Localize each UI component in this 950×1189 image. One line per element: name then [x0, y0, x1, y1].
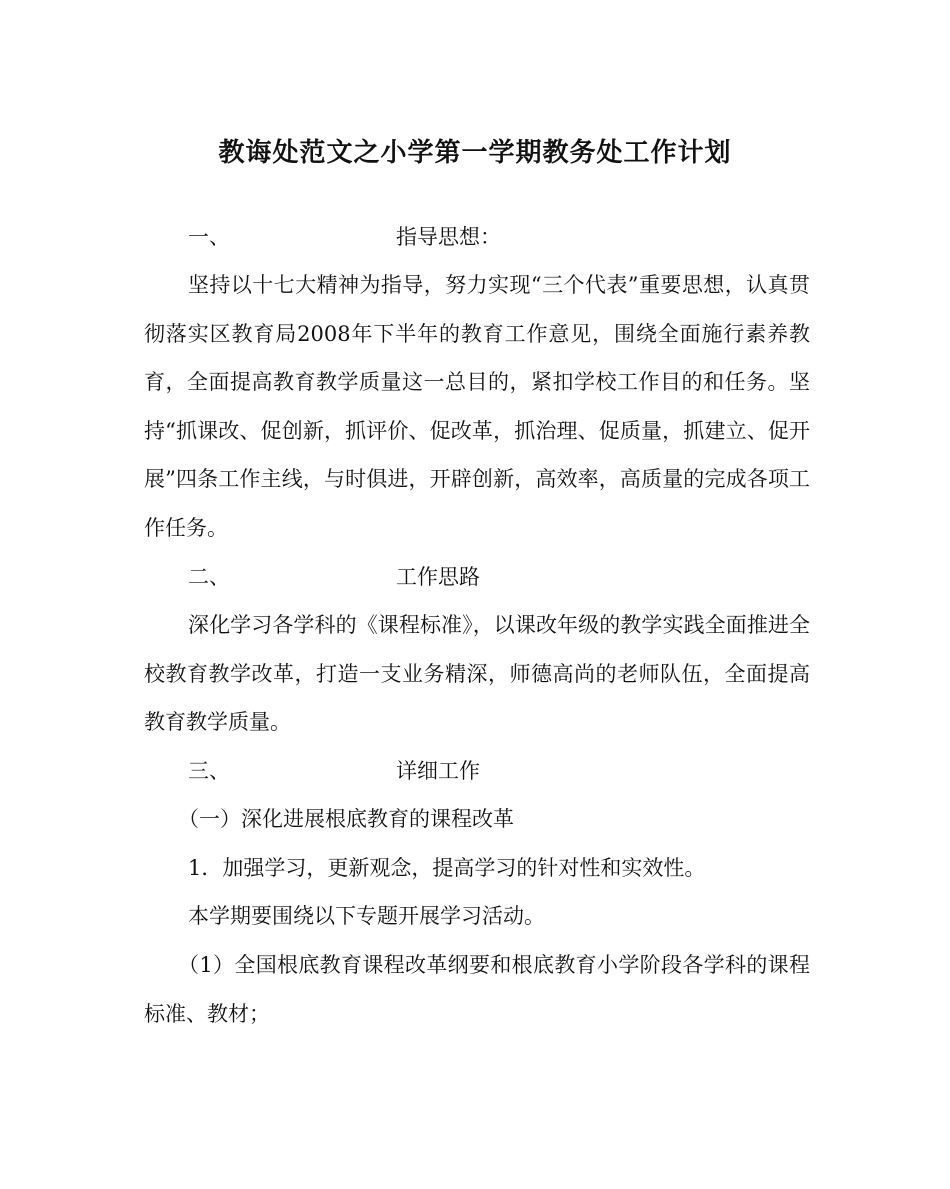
item-strengthen-learning [144, 844, 810, 893]
section-number: 三、 [188, 759, 230, 783]
paragraph-guiding-thought [144, 261, 810, 553]
paragraph-text: 本学期要围绕以下专题开展学习活动。 [188, 904, 545, 928]
section-number: 一、 [188, 225, 230, 249]
section-number: 二、 [188, 565, 230, 589]
section-title: 指导思想： [396, 225, 501, 249]
item-national-outline [144, 941, 810, 1038]
section-heading-1 [188, 213, 501, 262]
paragraph-work-approach [144, 601, 810, 747]
section-title: 工作思路 [396, 565, 480, 589]
item-text: （1）全国根底教育课程改革纲要和根底教育小学阶段各学科的课程标准、教材； [144, 953, 810, 1026]
section-heading-2 [188, 553, 480, 602]
paragraph-text: 坚持以十七大精神为指导，努力实现“三个代表”重要思想，认真贯彻落实区教育局2008年下半年的教育工作意见，围绕全面施行素养教育，全面提高教育教学质量这一总目的，紧扣学校工作目的和任务。坚持“抓课改、促创新，抓评价、促改革，抓治理、促质量，抓建立、促开展”四条工作主线，与时俱进，开辟创新，高效率，高质量的完成各项工作任务。 [144, 273, 810, 540]
paragraph-study-topics [144, 892, 810, 941]
section-heading-3 [188, 747, 480, 796]
paragraph-text: 深化学习各学科的《课程标准》，以课改年级的教学实践全面推进全校教育教学改革，打造一支业务精深，师德高尚的老师队伍，全面提高教育教学质量。 [144, 613, 810, 735]
section-title: 详细工作 [396, 759, 480, 783]
item-text: 1．加强学习，更新观念，提高学习的针对性和实效性。 [188, 856, 706, 880]
subsection-heading: （一）深化进展根底教育的课程改革 [178, 807, 514, 831]
subsection-curriculum-reform [144, 795, 810, 844]
document-title: 教诲处范文之小学第一学期教务处工作计划 [218, 138, 732, 168]
